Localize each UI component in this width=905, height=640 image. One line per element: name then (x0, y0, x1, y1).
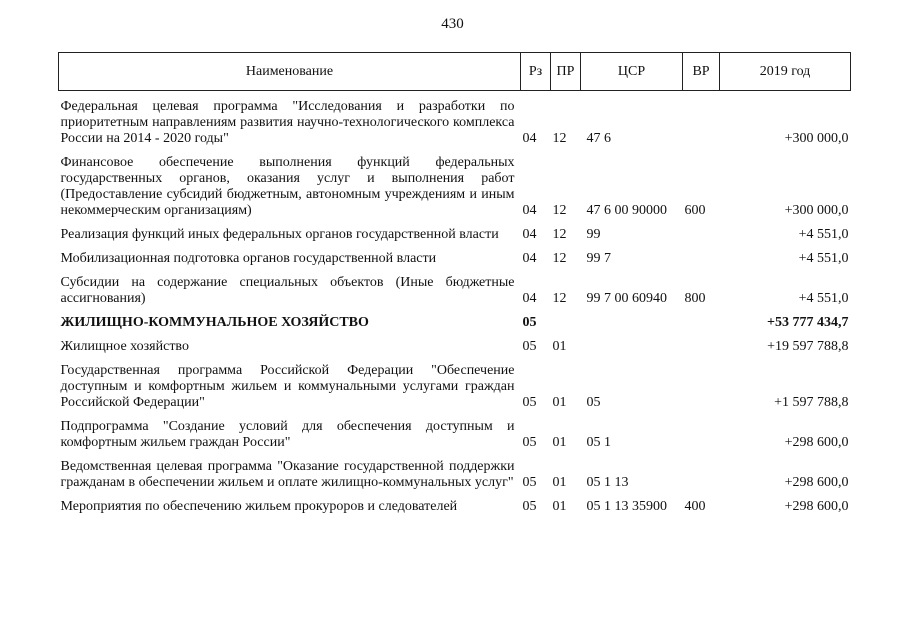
row-pr: 01 (552, 435, 567, 450)
row-vr (683, 219, 720, 243)
row-sum: +4 551,0 (798, 291, 849, 306)
row-name: Подпрограмма "Создание условий для обеспечения доступным и комфортным жильем граждан России" (60, 419, 515, 450)
row-pr (551, 307, 581, 331)
header-sum: 2019 год (720, 53, 851, 91)
row-vr (683, 91, 720, 148)
header-name: Наименование (59, 53, 521, 91)
header-pr: ПР (551, 53, 581, 91)
row-sum: +19 597 788,8 (767, 339, 849, 354)
row-vr: 600 (684, 203, 706, 218)
row-rz: 04 (522, 131, 537, 146)
row-rz: 05 (522, 499, 537, 514)
row-csr: 05 1 13 (586, 475, 629, 490)
row-csr: 99 (586, 227, 601, 242)
row-rz: 05 (522, 435, 537, 450)
row-sum: +298 600,0 (784, 475, 849, 490)
row-sum: +4 551,0 (798, 227, 849, 242)
header-csr: ЦСР (581, 53, 683, 91)
table-row (59, 147, 851, 219)
row-name: Жилищное хозяйство (60, 339, 189, 354)
row-pr: 12 (552, 251, 567, 266)
row-rz: 04 (522, 203, 537, 218)
row-name: Государственная программа Российской Федерации "Обеспечение доступным и комфортным жильем и коммунальными услугами граждан Российской Федерации" (60, 363, 515, 410)
row-csr: 99 7 00 60940 (586, 291, 667, 306)
row-csr (581, 331, 683, 355)
row-sum: +298 600,0 (784, 499, 849, 514)
row-pr: 12 (552, 291, 567, 306)
row-name: Ведомственная целевая программа "Оказание государственной поддержки гражданам в обеспечении жильем и оплате жилищно-коммунальных услуг" (60, 459, 515, 490)
row-vr (683, 451, 720, 491)
row-rz: 05 (522, 339, 537, 354)
row-rz: 05 (522, 475, 537, 490)
row-pr: 01 (552, 339, 567, 354)
row-name: Финансовое обеспечение выполнения функций федеральных государственных органов, оказания услуг и выполнения работ (Предоставление субсидий бюджетным, автономным учреждениям и иным некоммерческим организациям) (60, 155, 515, 218)
row-name: Мобилизационная подготовка органов государственной власти (60, 251, 437, 266)
row-csr: 05 (586, 395, 601, 410)
table-row (59, 451, 851, 491)
table-row (59, 331, 851, 355)
row-name: Федеральная целевая программа "Исследования и разработки по приоритетным направлениям развития научно-технологического комплекса России на 2014 - 2020 годы" (60, 99, 515, 146)
row-sum: +300 000,0 (784, 131, 849, 146)
row-vr (683, 307, 720, 331)
table-row (59, 491, 851, 515)
row-name: ЖИЛИЩНО-КОММУНАЛЬНОЕ ХОЗЯЙСТВО (60, 315, 369, 330)
row-sum: +1 597 788,8 (774, 395, 849, 410)
row-pr: 12 (552, 131, 567, 146)
row-vr: 400 (684, 499, 706, 514)
table-row (59, 219, 851, 243)
row-rz: 05 (522, 315, 537, 330)
row-rz: 05 (522, 395, 537, 410)
row-rz: 04 (522, 227, 537, 242)
row-vr (683, 355, 720, 411)
row-csr: 05 1 (586, 435, 611, 450)
table-row (59, 267, 851, 307)
row-name: Субсидии на содержание специальных объектов (Иные бюджетные ассигнования) (60, 275, 515, 306)
row-csr: 05 1 13 35900 (586, 499, 667, 514)
row-name: Реализация функций иных федеральных органов государственной власти (60, 227, 499, 242)
row-csr: 47 6 00 90000 (586, 203, 667, 218)
row-sum: +298 600,0 (784, 435, 849, 450)
row-pr: 12 (552, 227, 567, 242)
row-csr: 47 6 (586, 131, 611, 146)
row-vr (683, 331, 720, 355)
page-number: 430 (441, 16, 464, 32)
table-row (59, 411, 851, 451)
budget-table (58, 52, 851, 515)
row-pr: 01 (552, 395, 567, 410)
row-name: Мероприятия по обеспечению жильем прокуроров и следователей (60, 499, 458, 514)
row-pr: 01 (552, 499, 567, 514)
table-row (59, 355, 851, 411)
table-row (59, 243, 851, 267)
table-header-row (59, 53, 851, 91)
table-row (59, 91, 851, 148)
row-pr: 12 (552, 203, 567, 218)
row-sum: +53 777 434,7 (767, 315, 849, 330)
row-rz: 04 (522, 291, 537, 306)
row-rz: 04 (522, 251, 537, 266)
row-vr (683, 411, 720, 451)
row-vr: 800 (684, 291, 706, 306)
row-csr: 99 7 (586, 251, 611, 266)
table-row (59, 307, 851, 331)
header-rz: Рз (521, 53, 551, 91)
header-vr: ВР (683, 53, 720, 91)
row-sum: +4 551,0 (798, 251, 849, 266)
row-vr (683, 243, 720, 267)
table-body (59, 91, 851, 516)
row-sum: +300 000,0 (784, 203, 849, 218)
row-csr (581, 307, 683, 331)
row-pr: 01 (552, 475, 567, 490)
